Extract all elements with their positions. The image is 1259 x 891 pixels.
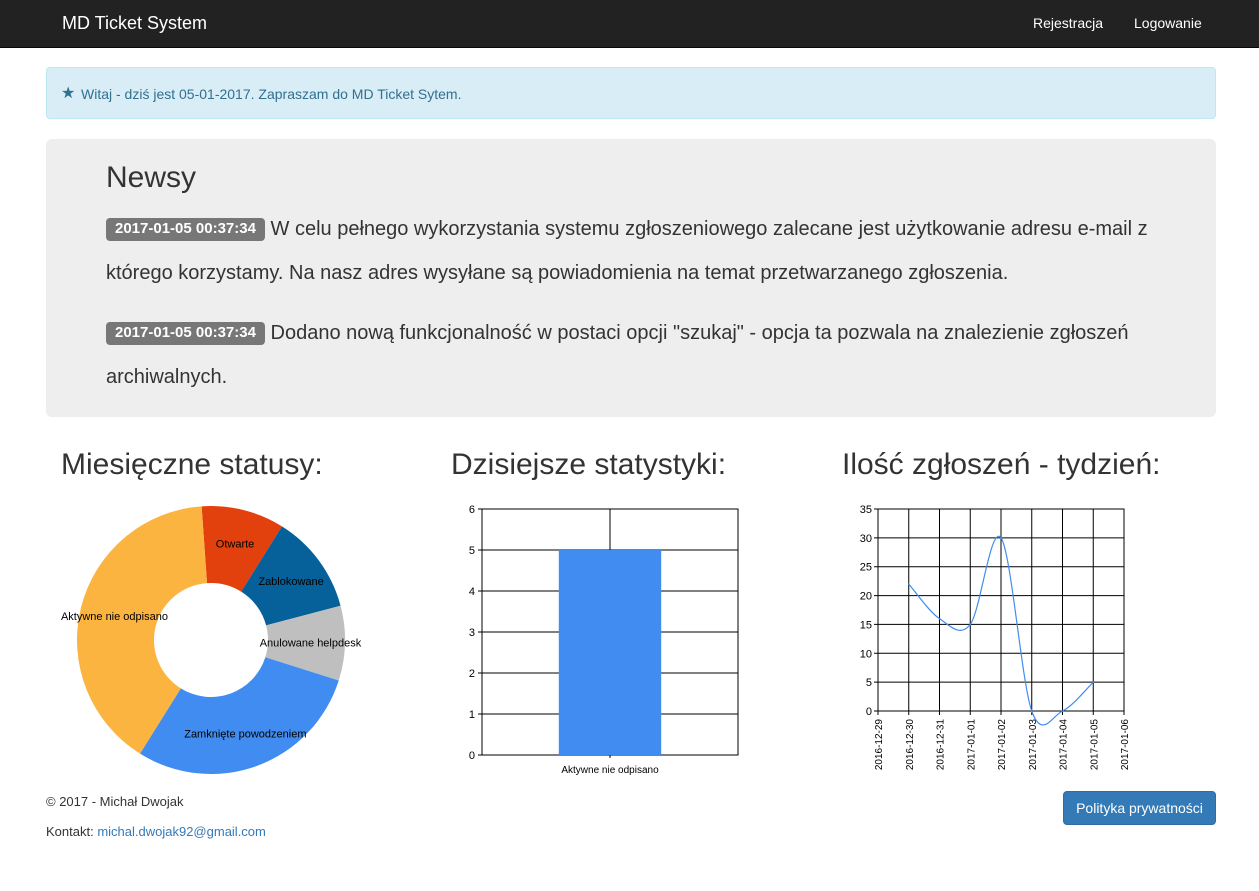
- news-panel: [46, 139, 1216, 417]
- star-icon: ★: [61, 85, 76, 102]
- x-tick-label: 2017-01-02: [997, 719, 1008, 771]
- y-tick-label: 1: [468, 709, 475, 721]
- contact-label: Kontakt:: [46, 824, 94, 839]
- y-tick-label: 35: [859, 504, 872, 516]
- news-date-badge: 2017-01-05 00:37:34: [106, 218, 265, 241]
- y-tick-label: 5: [468, 545, 475, 557]
- news-date-badge: 2017-01-05 00:37:34: [106, 322, 265, 345]
- x-tick-label: 2017-01-06: [1120, 719, 1131, 771]
- y-tick-label: 2: [468, 668, 475, 680]
- data-point: [1031, 710, 1033, 712]
- weekly-tickets-heading: Ilość zgłoszeń - tydzień:: [842, 448, 1161, 481]
- data-point: [1062, 710, 1064, 712]
- y-tick-label: 6: [468, 504, 475, 516]
- welcome-alert: [46, 67, 1216, 119]
- footer-copyright: © 2017 - Michał Dwojak: [46, 794, 184, 809]
- welcome-text: Witaj - dziś jest 05-01-2017. Zapraszam do MD Ticket Sytem.: [81, 86, 462, 102]
- data-point: [1000, 537, 1002, 539]
- footer-contact: [46, 824, 266, 839]
- monthly-status-donut-chart: [50, 495, 380, 785]
- x-tick-label: 2017-01-05: [1089, 719, 1101, 771]
- y-tick-label: 15: [859, 619, 872, 632]
- data-point: [1092, 681, 1094, 683]
- monthly-status-heading: Miesięczne statusy:: [61, 448, 323, 481]
- y-tick-label: 25: [859, 561, 872, 574]
- nav-register-link[interactable]: Rejestracja: [1033, 15, 1104, 31]
- news-title: Newsy: [106, 161, 197, 194]
- top-navbar: [0, 0, 1259, 48]
- y-tick-label: 0: [468, 750, 475, 762]
- news-text: Dodano nową funkcjonalność w postaci opcji "szukaj" - opcja ta pozwala na znalezienie zgłoszeń archiwalnych.: [106, 322, 1129, 388]
- y-tick-label: 4: [468, 586, 475, 598]
- y-tick-label: 0: [865, 706, 872, 718]
- news-item: [106, 207, 1166, 295]
- data-point: [939, 618, 941, 620]
- pie-slice-label: Otwarte: [215, 538, 255, 551]
- pie-slice: [140, 657, 339, 774]
- contact-email-link[interactable]: michal.dwojak92@gmail.com: [97, 824, 266, 839]
- nav-login-link[interactable]: Logowanie: [1134, 15, 1202, 31]
- weekly-tickets-line-chart: [840, 495, 1140, 785]
- y-tick-label: 5: [865, 677, 872, 690]
- x-tick-label: 2017-01-04: [1058, 719, 1070, 771]
- privacy-policy-button[interactable]: Polityka prywatności: [1063, 791, 1216, 825]
- x-tick-label: 2016-12-29: [874, 719, 885, 771]
- y-tick-label: 30: [859, 532, 872, 545]
- bar: [559, 550, 661, 755]
- news-text: W celu pełnego wykorzystania systemu zgłoszeniowego zalecane jest użytkowanie adresu e-mail z którego korzystamy. Na nasz adres wysyłane są powiadomienia na temat przetwarzanego zgłoszenia.: [106, 218, 1148, 284]
- x-tick-label: 2016-12-30: [904, 719, 916, 771]
- news-item: [106, 311, 1166, 399]
- pie-slice-label: Zamknięte powodzeniem: [184, 728, 307, 741]
- data-point: [908, 583, 910, 585]
- data-point: [969, 624, 971, 626]
- y-tick-label: 20: [859, 590, 872, 603]
- today-stats-heading: Dzisiejsze statystyki:: [451, 448, 727, 481]
- pie-slice-label: Aktywne nie odpisano: [60, 610, 168, 623]
- x-tick-label: 2017-01-01: [966, 719, 978, 771]
- x-tick-label: 2017-01-03: [1027, 719, 1039, 771]
- y-tick-label: 3: [468, 627, 475, 639]
- y-tick-label: 10: [859, 648, 872, 661]
- x-tick-label: Aktywne nie odpisano: [561, 765, 659, 776]
- pie-slice-label: Zablokowane: [258, 575, 324, 588]
- pie-slice-label: Anulowane helpdesk: [259, 637, 362, 650]
- x-tick-label: 2016-12-31: [935, 719, 947, 771]
- today-stats-bar-chart: [440, 495, 770, 785]
- brand-link[interactable]: MD Ticket System: [62, 13, 208, 33]
